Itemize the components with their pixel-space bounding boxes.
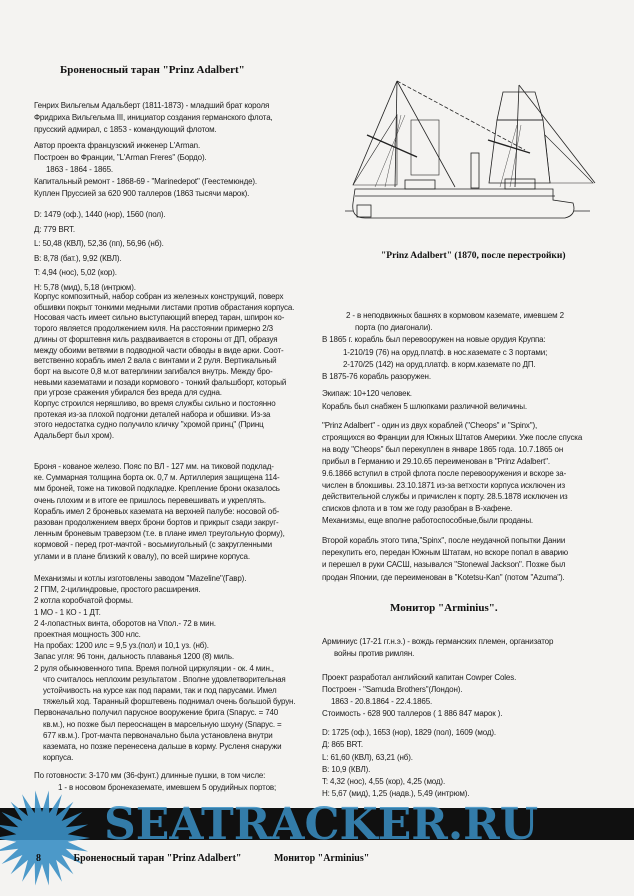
- footer-item-arminius: Монитор "Arminius": [273, 853, 370, 864]
- text-line: перекупить его, передан Южным Штатам, но вскоре попал в аварию: [322, 548, 568, 558]
- text-line: В 1875-76 корабль разоружен.: [322, 372, 431, 382]
- starburst-shape: [0, 791, 90, 886]
- text-line: 1863 - 1864 - 1865.: [46, 165, 113, 174]
- text-line: По готовности: 3-170 мм (36-фунт.) длинные пушки, в том числе:: [34, 771, 266, 780]
- text-line: 1863 - 20.8.1864 - 22.4.1865.: [331, 697, 433, 706]
- text-line: Механизмы, еще вполне работоспособные,были проданы.: [322, 516, 533, 526]
- ship-caption: "Prinz Adalbert" (1870, после перестройки): [381, 251, 566, 261]
- text-line: проектная мощность 300 нлс.: [34, 630, 141, 640]
- text-line: строящихся во Франции для Южных Штатов Америки. Уже после спуска: [322, 432, 583, 442]
- text-line: мм броней, тоже на тиковой подкладке. Крепление брони оказалось: [34, 484, 280, 494]
- machinery-paragraph: [34, 573, 308, 763]
- text-line: этого недостатка судно получило кличку "хромой принц" (Принц: [34, 420, 264, 430]
- text-line: Корпус строился неряшливо, во время службы сильно и постоянно: [34, 399, 276, 409]
- text-line: Куплен Пруссией за 620 900 таллеров (1863 тысячи марок).: [34, 189, 250, 198]
- text-line: продан Японии, где переименован в "Kotetsu-Kan" (потом "Azuma").: [322, 572, 565, 582]
- footer-item-prinz-adalbert: Броненосный таран "Prinz Adalbert": [73, 853, 242, 864]
- arminius-intro: [322, 636, 622, 660]
- ship-drawing: [345, 75, 605, 225]
- text-line: B: 10,9 (КВЛ).: [322, 764, 371, 774]
- text-line: Д: 865 BRT.: [322, 740, 363, 750]
- text-line: кормовой - перед грот-мачтой - восьмиугольный (с закругленными: [34, 540, 272, 550]
- text-line: D: 1725 (оф.), 1653 (нор), 1829 (пол), 1609 (мод).: [322, 728, 496, 737]
- text-line: Проект разработал английский капитан Cowper Coles.: [322, 673, 517, 682]
- text-line: L: 50,48 (КВЛ), 52,36 (пп), 56,96 (нб).: [34, 239, 164, 249]
- text-line: устойчивость на курсе как под парами, так и под парусами. Имел: [43, 686, 277, 696]
- text-line: 2-170/25 (142) на оруд.платф. в корм.каземате по ДП.: [343, 359, 536, 369]
- text-line: списков флота и в том же году разобран в В-хафене.: [322, 504, 513, 514]
- text-line: ветственно корабль имел 2 вала с винтами и 2 руля. Вертикальный: [34, 356, 277, 366]
- text-line: протекая из-за плохой подгонки деталей набора и обшивки. Из-за: [34, 409, 271, 419]
- starburst-icon: [0, 790, 100, 896]
- text-line: Стоимость - 628 900 таллеров ( 1 886 847 марок ).: [322, 709, 503, 718]
- text-line: 1 - в носовом бронеказемате, имевшем 5 орудийных портов;: [58, 783, 277, 792]
- text-line: T: 4,94 (нос), 5,02 (кор).: [34, 268, 117, 278]
- arminius-specs: [322, 727, 622, 801]
- text-line: 1 МО - 1 КО - 1 ДТ.: [34, 607, 101, 617]
- text-line: между обоими ветвями в подводной части обводы в виде арки. Соот-: [34, 345, 284, 355]
- text-line: 2 4-лопастных винта, оборотов на Vпол.- 72 в мин.: [34, 618, 216, 628]
- text-line: В 1865 г. корабль был перевооружен на новые орудия Круппа:: [322, 335, 546, 345]
- sister-ship-paragraph: [322, 535, 622, 584]
- intro-paragraph: [34, 100, 308, 136]
- page-number: 8: [36, 853, 41, 864]
- text-line: 9.6.1866 вступил в строй флота после перевооружения и вскоре за-: [322, 468, 567, 478]
- text-line: "Prinz Adalbert" - один из двух кораблей ("Cheops" и "Spinx"),: [322, 421, 538, 430]
- text-line: L: 61,60 (КВЛ), 63,21 (нб).: [322, 752, 413, 762]
- construction-info: [34, 140, 308, 200]
- text-line: Корабль имел 2 броневых каземата на верхней палубе: носовой об-: [34, 506, 280, 516]
- armour-paragraph: [34, 461, 308, 562]
- text-line: Корабль был снабжен 5 шлюпками различной величины.: [322, 401, 527, 411]
- text-line: H: 5,78 (мид), 5,18 (интрюм).: [34, 282, 136, 292]
- text-line: углами и в плане близкий к овалу), по всей ширине корпуса.: [34, 551, 250, 561]
- text-line: D: 1479 (оф.), 1440 (нор), 1560 (пол).: [34, 210, 166, 219]
- arminius-construction: [322, 672, 622, 720]
- text-line: Построен во Франции, "L'Arman Freres" (Бордо).: [34, 153, 207, 162]
- text-line: каземата, но позже перенесена дальше в корму. Русленя снаружи: [43, 742, 282, 752]
- text-line: невыми казематами и позади кормового - тонкий фальшборт, который: [34, 377, 287, 387]
- text-line: ленным броневым траверзом (т.е. в плане имел треугольную форму),: [34, 529, 285, 539]
- text-line: Фридриха Вильгельма III, инициатор создания германского флота,: [34, 113, 273, 122]
- text-line: порта (по диагонали).: [355, 323, 433, 333]
- text-line: Носовая часть имеет сильно выступающий вперед таран, шпирон ко-: [34, 313, 285, 323]
- text-line: На пробах: 1200 илс = 9,5 уз.(пол) и 10,1 уз. (нб).: [34, 641, 209, 651]
- text-line: Д: 779 BRT.: [34, 224, 75, 234]
- text-line: торого является продолжением киля. На расстоянии примерно 2/3: [34, 324, 273, 334]
- text-line: 2 котла коробчатой формы.: [34, 596, 133, 606]
- text-line: Построен - "Samuda Brothers"(Лондон).: [322, 685, 463, 694]
- armament-continued: [322, 310, 622, 383]
- text-line: ке. Суммарная толщина борта ок. 0,7 м. Артиллерия защищена 114-: [34, 473, 280, 483]
- text-line: Второй корабль этого типа,"Spinx", после неудачной попытки Дании: [322, 536, 566, 545]
- text-line: борт на высоте 0,8 м.от ватерлинии загибался внутрь. Между бро-: [34, 366, 273, 376]
- text-line: B: 8,78 (бат.), 9,92 (КВЛ).: [34, 253, 122, 263]
- text-line: Автор проекта французский инженер L'Arman.: [34, 141, 201, 150]
- text-line: H: 5,67 (мид), 1,25 (надв.), 5,49 (интрюм).: [322, 789, 470, 799]
- text-line: Адальберт был хром).: [34, 431, 114, 441]
- text-line: Корпус композитный, набор собран из железных конструкций, поверх: [34, 292, 284, 301]
- text-line: 2 - в неподвижных башнях в кормовом каземате, имевшем 2: [346, 311, 564, 320]
- text-line: T: 4,32 (нос), 4,55 (кор), 4,25 (мод).: [322, 777, 446, 787]
- text-line: Первоначально получил парусное вооружение брига (Sпарус. = 740: [34, 708, 279, 718]
- text-line: Экипаж: 10+120 человек.: [322, 389, 412, 398]
- text-line: обшивки покрыт тонкими медными листами против обрастания корпуса.: [34, 302, 295, 312]
- text-line: 1-210/19 (76) на оруд.платф. в нос.каземате с 3 портами;: [343, 347, 548, 357]
- text-line: Капитальный ремонт - 1868-69 - "Marinedepot" (Геестемюнде).: [34, 177, 257, 186]
- text-line: разован продолжением вверх брони бортов и прикрыт сзади закруг-: [34, 518, 279, 528]
- text-line: что считалось неплохим результатом . Вполне удовлетворительная: [43, 674, 286, 684]
- hull-paragraph: [34, 292, 308, 442]
- text-line: при угрозе сражения убирался без вреда для судна.: [34, 388, 222, 398]
- watermark: SEATRACKER.RU: [104, 799, 539, 850]
- text-line: тяжелый ход. Таранный форштевень поднимал очень большой бурун.: [43, 697, 296, 707]
- page-footer: [36, 853, 399, 864]
- text-line: Броня - кованое железо. Пояс по ВЛ - 127 мм. на тиковой подклад-: [34, 462, 274, 471]
- text-line: действительной службы и причислен к порту. 28.5.1878 исключен из: [322, 492, 568, 502]
- text-line: войны против римлян.: [334, 649, 415, 658]
- text-line: 677 кв.м.). Грот-мачта первоначально была установлена внутри: [43, 730, 273, 740]
- text-line: Механизмы и котлы изготовлены заводом "Mazeline"(Гавр).: [34, 574, 247, 583]
- text-line: Арминиус (17-21 гг.н.э.) - вождь германских племен, организатор: [322, 637, 554, 646]
- text-line: 2 руля обыкновенного типа. Время полной циркуляции - ок. 4 мин.,: [34, 663, 274, 673]
- section-title-prinz-adalbert: Броненосный таран "Prinz Adalbert": [60, 64, 245, 76]
- section-title-arminius: Монитор "Arminius".: [390, 602, 498, 614]
- text-line: кв.м.), но позже был переоснащен в марсельную шхуну (Sпарус. =: [43, 719, 282, 729]
- text-line: очень плохим и в итоге ее пришлось перевешивать и укреплять.: [34, 495, 266, 505]
- history-paragraph: [322, 420, 622, 527]
- specs-list: [34, 208, 308, 296]
- text-line: и перешел в руки САСШ, назывался "Stonewal Jackson". Позже был: [322, 560, 566, 570]
- text-line: на воду "Cheops" был перекуплен в январе 1865 года. 10.7.1865 он: [322, 444, 564, 454]
- text-line: числен в блокшивы. 23.10.1871 из-за ветхости корпуса исключен из: [322, 480, 566, 490]
- text-line: Генрих Вильгельм Адальберт (1811-1873) - младший брат короля: [34, 101, 270, 110]
- text-line: длины от форштевня киль раздваивается в стороны от ДП, образуя: [34, 334, 278, 344]
- text-line: прусский адмирал, с 1853 - командующий флотом.: [34, 125, 217, 134]
- text-line: прибыл в Германию и 29.10.65 переименован в "Prinz Adalbert".: [322, 456, 550, 466]
- text-line: 2 ГПМ, 2-цилиндровые, простого расширения.: [34, 585, 201, 595]
- text-line: корпуса.: [43, 753, 74, 763]
- crew-paragraph: [322, 388, 622, 413]
- text-line: Запас угля: 96 тонн, дальность плаванья 1200 (8) миль.: [34, 652, 234, 662]
